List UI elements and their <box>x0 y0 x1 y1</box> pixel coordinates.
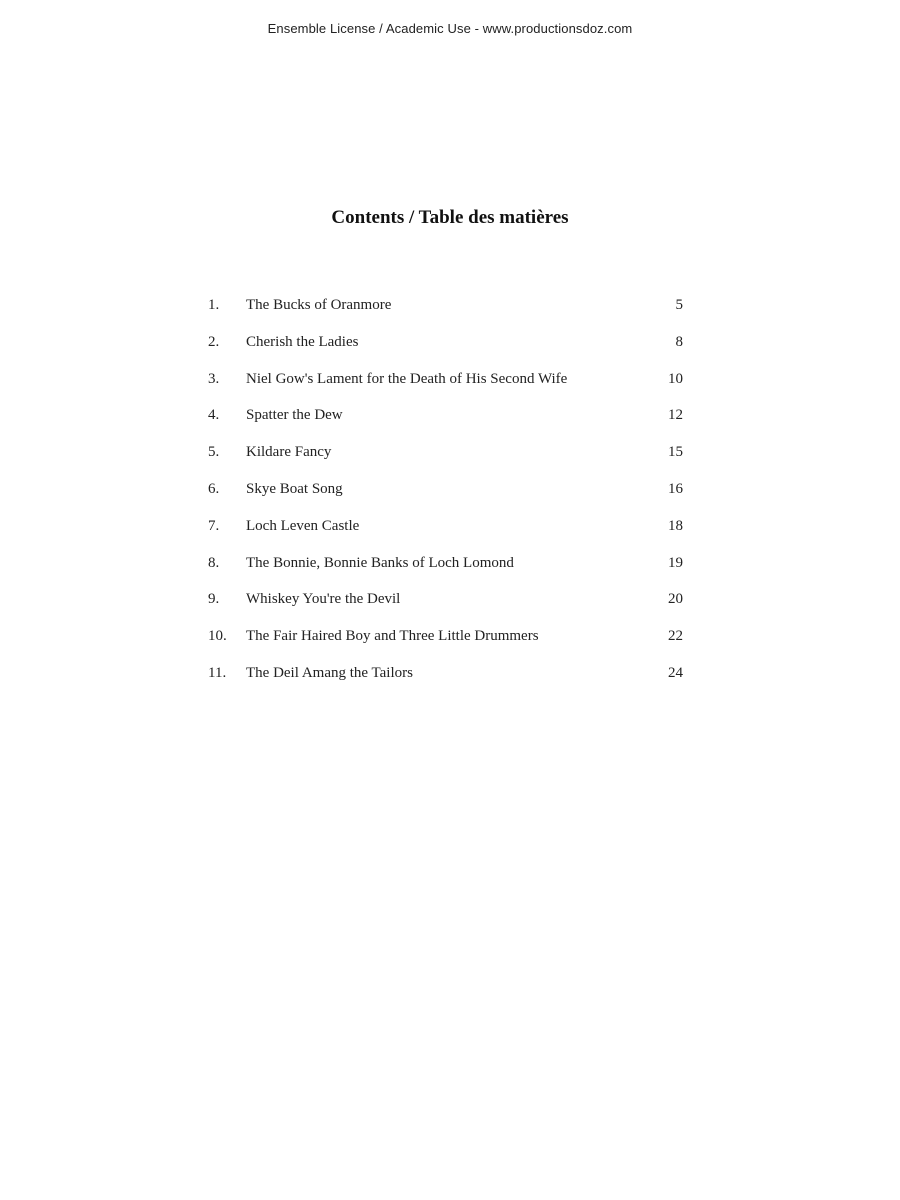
toc-entry-page: 22 <box>668 628 683 645</box>
toc-entry-title: Loch Leven Castle <box>246 517 360 534</box>
toc-entry-page: 16 <box>668 480 683 497</box>
toc-entry-number: 10. <box>208 628 227 645</box>
toc-entry-title: The Bonnie, Bonnie Banks of Loch Lomond <box>246 554 514 571</box>
toc-entry <box>208 655 683 692</box>
toc-entry-page: 12 <box>668 407 683 424</box>
toc-entry-title: Kildare Fancy <box>246 444 332 461</box>
toc-entry-page: 20 <box>668 591 683 608</box>
toc-entry-number: 6. <box>208 480 220 497</box>
toc-entry-title: The Fair Haired Boy and Three Little Drummers <box>246 628 539 645</box>
toc-entry-number: 2. <box>208 333 220 350</box>
toc-entry <box>208 581 683 618</box>
toc-entry-page: 19 <box>668 554 683 571</box>
toc-entry <box>208 618 683 655</box>
toc-entry-number: 8. <box>208 554 220 571</box>
toc-entry-page: 10 <box>668 370 683 387</box>
toc-entry-number: 1. <box>208 297 220 313</box>
toc-entry-page: 18 <box>668 517 683 534</box>
toc-entry <box>208 361 683 398</box>
toc-entry-title: The Deil Amang the Tailors <box>246 664 413 681</box>
license-header: Ensemble License / Academic Use - www.productionsdoz.com <box>267 21 633 36</box>
toc-entry-title: Spatter the Dew <box>246 407 343 424</box>
toc-entry-number: 5. <box>208 444 220 461</box>
toc-entry-page: 5 <box>675 297 683 313</box>
toc-entry-title: Cherish the Ladies <box>246 333 359 350</box>
toc-title: Contents / Table des matières <box>331 207 569 228</box>
toc-entry <box>208 324 683 361</box>
toc-entry-number: 11. <box>208 664 227 681</box>
toc-entry <box>208 434 683 471</box>
toc-entry-title: Skye Boat Song <box>246 480 343 497</box>
toc-entry <box>208 397 683 434</box>
toc-entry-title: Whiskey You're the Devil <box>246 591 401 608</box>
toc-entry <box>208 287 683 324</box>
toc-entry-title: The Bucks of Oranmore <box>246 297 392 313</box>
toc-entry <box>208 545 683 582</box>
toc-entry-number: 4. <box>208 407 220 424</box>
toc-entry-number: 9. <box>208 591 220 608</box>
toc-entry-number: 7. <box>208 517 220 534</box>
toc-entry-page: 15 <box>668 444 683 461</box>
toc-entry <box>208 508 683 545</box>
toc-entry-page: 8 <box>675 333 683 350</box>
toc-entry <box>208 471 683 508</box>
toc-entry-title: Niel Gow's Lament for the Death of His Second Wife <box>246 370 568 387</box>
toc-entry-number: 3. <box>208 370 220 387</box>
toc-list <box>208 287 683 692</box>
toc-entry-page: 24 <box>668 664 683 681</box>
